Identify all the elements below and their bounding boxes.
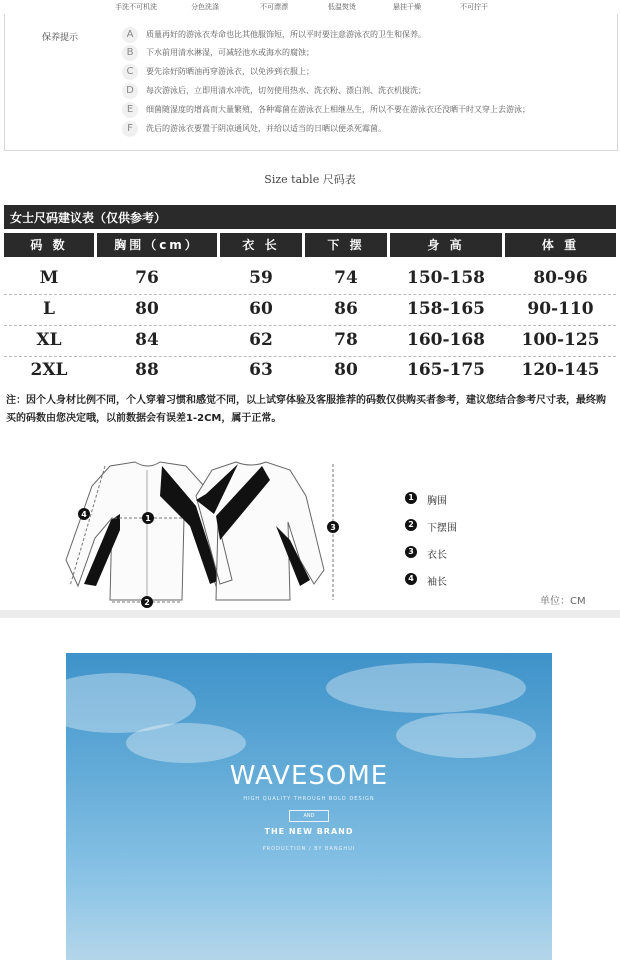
- size-cell: 2XL: [30, 360, 68, 380]
- care-label: 低温熨烫: [328, 3, 356, 11]
- column-header: 身 高: [390, 233, 502, 257]
- marker-3: 3: [330, 523, 336, 532]
- rashguard-illustration: [0, 440, 620, 616]
- production-credit: PRODUCTION / BY BANGHUI: [262, 846, 356, 852]
- legend-label: 胸围: [427, 496, 447, 507]
- column-header: 体 重: [505, 233, 616, 257]
- hem-cell: 78: [334, 330, 358, 350]
- care-icon-strip: [0, 0, 620, 14]
- column-header: 胸围（cm）: [97, 233, 217, 257]
- chest-cell: 84: [135, 330, 159, 350]
- section-divider: [0, 610, 620, 618]
- height-cell: 160-168: [406, 330, 486, 350]
- legend-number: 4: [405, 573, 417, 585]
- garment-diagram: [0, 440, 620, 616]
- cloud: [126, 723, 246, 763]
- new-brand-text: THE NEW BRAND: [264, 827, 354, 836]
- chest-cell: 76: [135, 268, 159, 288]
- legend-label: 下摆围: [427, 523, 457, 534]
- weight-cell: 80-96: [533, 268, 588, 288]
- unit-label: 单位：CM: [540, 596, 586, 607]
- letter-badge: E: [122, 102, 138, 118]
- weight-cell: 90-110: [527, 299, 594, 319]
- table-row: [4, 295, 616, 326]
- legend-label: 袖长: [427, 577, 447, 588]
- care-tip-text: 洗后的游泳衣要置于阴凉通风处，并给以适当的日晒以便杀死霉菌。: [146, 124, 386, 133]
- cloud: [396, 713, 536, 758]
- legend-label: 衣长: [427, 550, 447, 561]
- size-cell: L: [43, 299, 55, 319]
- care-tip-text: 每次游泳后，立即用清水冲洗，切勿使用热水、洗衣粉、漂白剂、洗衣机搅洗；: [146, 86, 426, 95]
- brand-tagline: HIGH QUALITY THROUGH BOLD DESIGN: [243, 796, 375, 802]
- column-header: 下 摆: [305, 233, 387, 257]
- legend-number: 3: [405, 546, 417, 558]
- letter-badge: D: [122, 83, 138, 99]
- chest-cell: 88: [135, 360, 159, 380]
- cloud: [326, 663, 526, 713]
- length-cell: 60: [249, 299, 273, 319]
- size-table-banner: [4, 205, 616, 229]
- care-tips-title: 保养提示: [42, 33, 79, 43]
- chest-cell: 80: [135, 299, 159, 319]
- care-tip-text: 质量再好的游泳衣寿命也比其他服饰短，所以平时要注意游泳衣的卫生和保养。: [146, 30, 426, 39]
- length-cell: 62: [249, 330, 273, 350]
- height-cell: 158-165: [406, 299, 486, 319]
- column-header: 码 数: [4, 233, 94, 257]
- letter-badge: C: [122, 64, 138, 80]
- brand-banner-image: [66, 653, 552, 960]
- legend-number: 1: [405, 492, 417, 504]
- letter-badge: F: [122, 121, 138, 137]
- care-tip-text: 要先涂好防晒油再穿游泳衣，以免涉到衣服上；: [146, 67, 314, 76]
- marker-1: 1: [145, 514, 151, 523]
- weight-cell: 120-145: [521, 360, 600, 380]
- care-tip-text: 下水前用清水淋湿，可减轻池水或海水的腐蚀；: [146, 48, 314, 57]
- marker-2: 2: [144, 598, 150, 607]
- height-cell: 150-158: [406, 268, 486, 288]
- care-label: 不可拧干: [460, 3, 488, 11]
- size-note: 注：因个人身材比例不同，个人穿着习惯和感觉不同，以上试穿体验及客服推荐的码数仅供购买者参考，建议您结合参考尺寸表，最终购买的码数由您决定哦，以前数据会有误差1-2CM，属于正常。: [6, 395, 606, 424]
- weight-cell: 100-125: [521, 330, 600, 350]
- length-cell: 59: [249, 268, 273, 288]
- table-row: [4, 326, 616, 357]
- hem-cell: 80: [334, 360, 358, 380]
- care-label: 分色洗涤: [191, 3, 219, 11]
- and-badge: AND: [289, 810, 329, 822]
- care-label: 手洗不可机洗: [115, 3, 157, 11]
- letter-badge: A: [122, 27, 138, 43]
- hem-cell: 86: [334, 299, 358, 319]
- care-label: 悬挂干燥: [393, 3, 421, 11]
- size-cell: XL: [36, 330, 62, 350]
- brand-logo-text: WAVESOME: [229, 761, 389, 791]
- table-row: [4, 356, 616, 386]
- letter-badge: B: [122, 45, 138, 61]
- length-cell: 63: [249, 360, 273, 380]
- marker-4: 4: [81, 510, 87, 519]
- care-label: 不可漂漂: [260, 3, 288, 11]
- legend-number: 2: [405, 519, 417, 531]
- hem-cell: 74: [334, 268, 358, 288]
- table-row: [4, 264, 616, 295]
- column-header: 衣 长: [220, 233, 302, 257]
- size-table-caption: Size table 尺码表: [264, 173, 356, 186]
- size-table-title: 女士尺码建议表（仅供参考）: [10, 211, 167, 225]
- size-cell: M: [39, 268, 59, 288]
- height-cell: 165-175: [406, 360, 486, 380]
- care-tip-text: 细菌随湿度的增高而大量繁殖，各种霉菌在游泳衣上相继丛生，所以不要在游泳衣还没晒干时又穿上去游泳；: [146, 105, 530, 114]
